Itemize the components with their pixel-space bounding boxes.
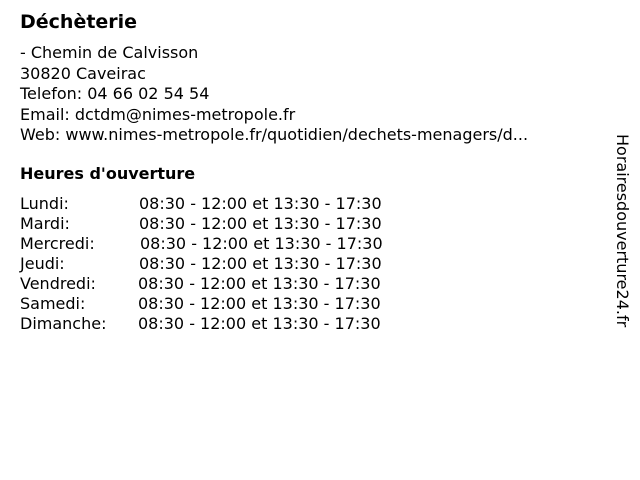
website-text: Web: www.nimes-metropole.fr/quotidien/dechets-menagers/d... — [20, 125, 529, 144]
hours-day: Vendredi: — [20, 274, 96, 293]
page-title: Déchèterie — [20, 11, 138, 33]
hours-day: Mercredi: — [20, 234, 95, 253]
hours-day: Dimanche: — [20, 314, 107, 333]
hours-time: 08:30 - 12:00 et 13:30 - 17:30 — [139, 194, 382, 213]
hours-table — [20, 194, 383, 334]
hours-time: 08:30 - 12:00 et 13:30 - 17:30 — [139, 254, 382, 273]
hours-time: 08:30 - 12:00 et 13:30 - 17:30 — [140, 234, 383, 253]
hours-day: Mardi: — [20, 214, 70, 233]
hours-row-saturday — [20, 294, 383, 314]
address-block — [20, 43, 528, 146]
address-city: 30820 Caveirac — [20, 63, 146, 83]
hours-time: 08:30 - 12:00 et 13:30 - 17:30 — [138, 274, 381, 293]
hours-day: Samedi: — [20, 294, 86, 313]
hours-time: 08:30 - 12:00 et 13:30 - 17:30 — [138, 294, 381, 313]
hours-time: 08:30 - 12:00 et 13:30 - 17:30 — [138, 314, 381, 333]
hours-row-thursday — [20, 254, 383, 274]
email-text: Email: dctdm@nimes-metropole.fr — [20, 104, 296, 124]
site-brand-vertical: Horairesdouverture24.fr — [613, 134, 632, 328]
hours-day: Jeudi: — [20, 254, 65, 273]
hours-heading: Heures d'ouverture — [20, 164, 196, 183]
hours-day: Lundi: — [20, 194, 69, 213]
hours-row-wednesday — [20, 234, 383, 254]
hours-row-monday — [20, 194, 383, 214]
hours-row-tuesday — [20, 214, 383, 234]
address-street: - Chemin de Calvisson — [20, 43, 199, 62]
hours-time: 08:30 - 12:00 et 13:30 - 17:30 — [139, 214, 382, 233]
hours-row-friday — [20, 274, 383, 294]
phone-text: Telefon: 04 66 02 54 54 — [20, 84, 210, 103]
hours-row-sunday — [20, 314, 383, 334]
